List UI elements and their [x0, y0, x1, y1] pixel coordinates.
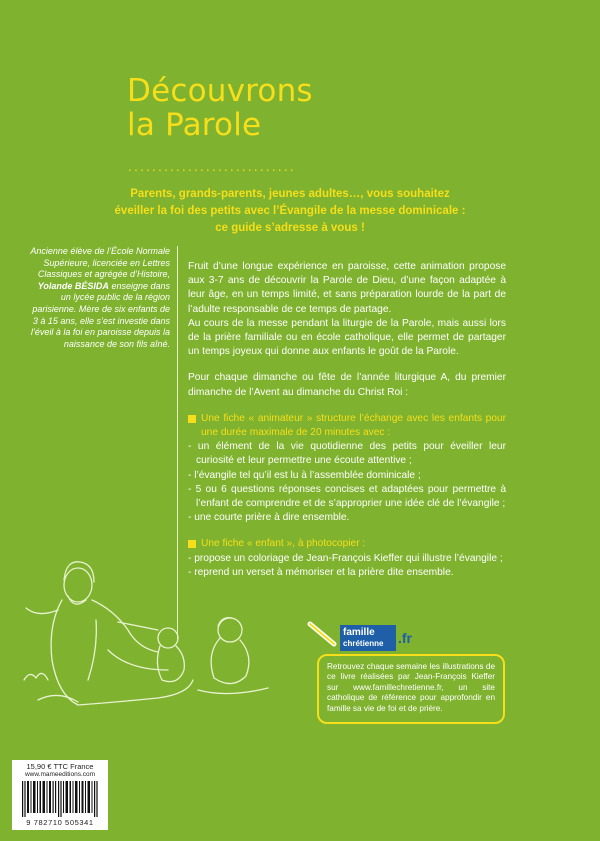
barcode-panel: [12, 760, 108, 830]
section-enfant-title: Une fiche « enfant », à photocopier :: [188, 537, 506, 551]
title-line-1: Découvrons: [127, 73, 313, 109]
list-item: - un élément de la vie quotidienne des petits pour éveiller leur curiosité et leur permettre une écoute attentive ;: [188, 441, 506, 467]
list-item: - 5 ou 6 questions réponses concises et adaptées pour permettre à l’enfant de comprendre et de s’approprier une idée clé de l’évangile ;: [188, 483, 506, 510]
intro-line-2: éveiller la foi des petits avec l’Évangile de la messe dominicale :: [114, 205, 466, 217]
price-label: 15,90 € TTC France: [26, 762, 94, 771]
list-item: - propose un coloriage de Jean-François Kieffer qui illustre l’évangile ;: [188, 552, 503, 564]
section-animateur-title: Une fiche « animateur » structure l’échange avec les enfants pour une durée maximale de 20 minutes avec :: [188, 412, 506, 440]
famille-chretienne-logo[interactable]: famille chrétienne: [340, 625, 396, 651]
author-name: Yolande BÉSIDA: [37, 280, 109, 291]
list-item: - l’évangile tel qu’il est lu à l’assemblée dominicale ;: [188, 469, 421, 481]
bullet-square-icon: [188, 415, 196, 423]
website-promo-text: Retrouvez chaque semaine les illustrations de ce livre réalisées par Jean-François Kieffer sur www.famillechretienne.fr, un site catholique de référence pour approfondir en famille sa vie de foi et de prière.: [327, 662, 495, 713]
list-item: - une courte prière à dire ensemble.: [188, 512, 350, 524]
barcode-icon: [22, 781, 98, 817]
pointer-arrow-icon: [306, 620, 342, 650]
intro-line-1: Parents, grands-parents, jeunes adultes…, vous souhaitez: [130, 188, 450, 200]
list-item: - reprend un verset à mémoriser et la prière dite ensemble.: [188, 566, 454, 578]
publisher-website: www.mameeditions.com: [24, 771, 96, 778]
bio-part-1: Ancienne élève de l’École Normale Supérieure, licenciée en Lettres Classiques et agrégée d’Histoire,: [30, 246, 170, 280]
dotted-divider: ............................: [128, 158, 296, 174]
title-line-2: la Parole: [127, 107, 262, 143]
book-title: [127, 74, 313, 142]
jesus-children-illustration: [18, 530, 288, 710]
bio-part-2: enseigne dans un lycée public de la région parisienne. Mère de six enfants de 3 à 15 ans, elle s’est investie dans l’éveil à la foi en paroisse depuis la naissance de son fils aîné.: [30, 280, 170, 349]
paragraph-3: Pour chaque dimanche ou fête de l’année liturgique A, du premier dimanche de l’Avent au dimanche du Christ Roi :: [188, 372, 506, 398]
intro-line-3: ce guide s’adresse à vous !: [215, 222, 365, 234]
author-bio: [30, 246, 170, 350]
website-promo-box: [317, 654, 505, 724]
logo-domain-suffix: .fr: [398, 630, 412, 646]
isbn-number: 9 782710 505341: [26, 818, 94, 827]
paragraph-1: Fruit d’une longue expérience en paroisse, cette animation propose aux 3-7 ans de découvrir la Parole de Dieu, d’une façon adaptée à leur âge, en un temps limité, et sans préparation lourde de la part de l’adulte responsable de ce temps de partage.: [188, 261, 506, 315]
intro-tagline: [40, 186, 540, 237]
paragraph-2: Au cours de la messe pendant la liturgie de la Parole, mais aussi lors de la prière familiale ou en école catholique, elle permet de partager un temps joyeux qui donne aux enfants le goût de la Parole.: [188, 317, 506, 358]
